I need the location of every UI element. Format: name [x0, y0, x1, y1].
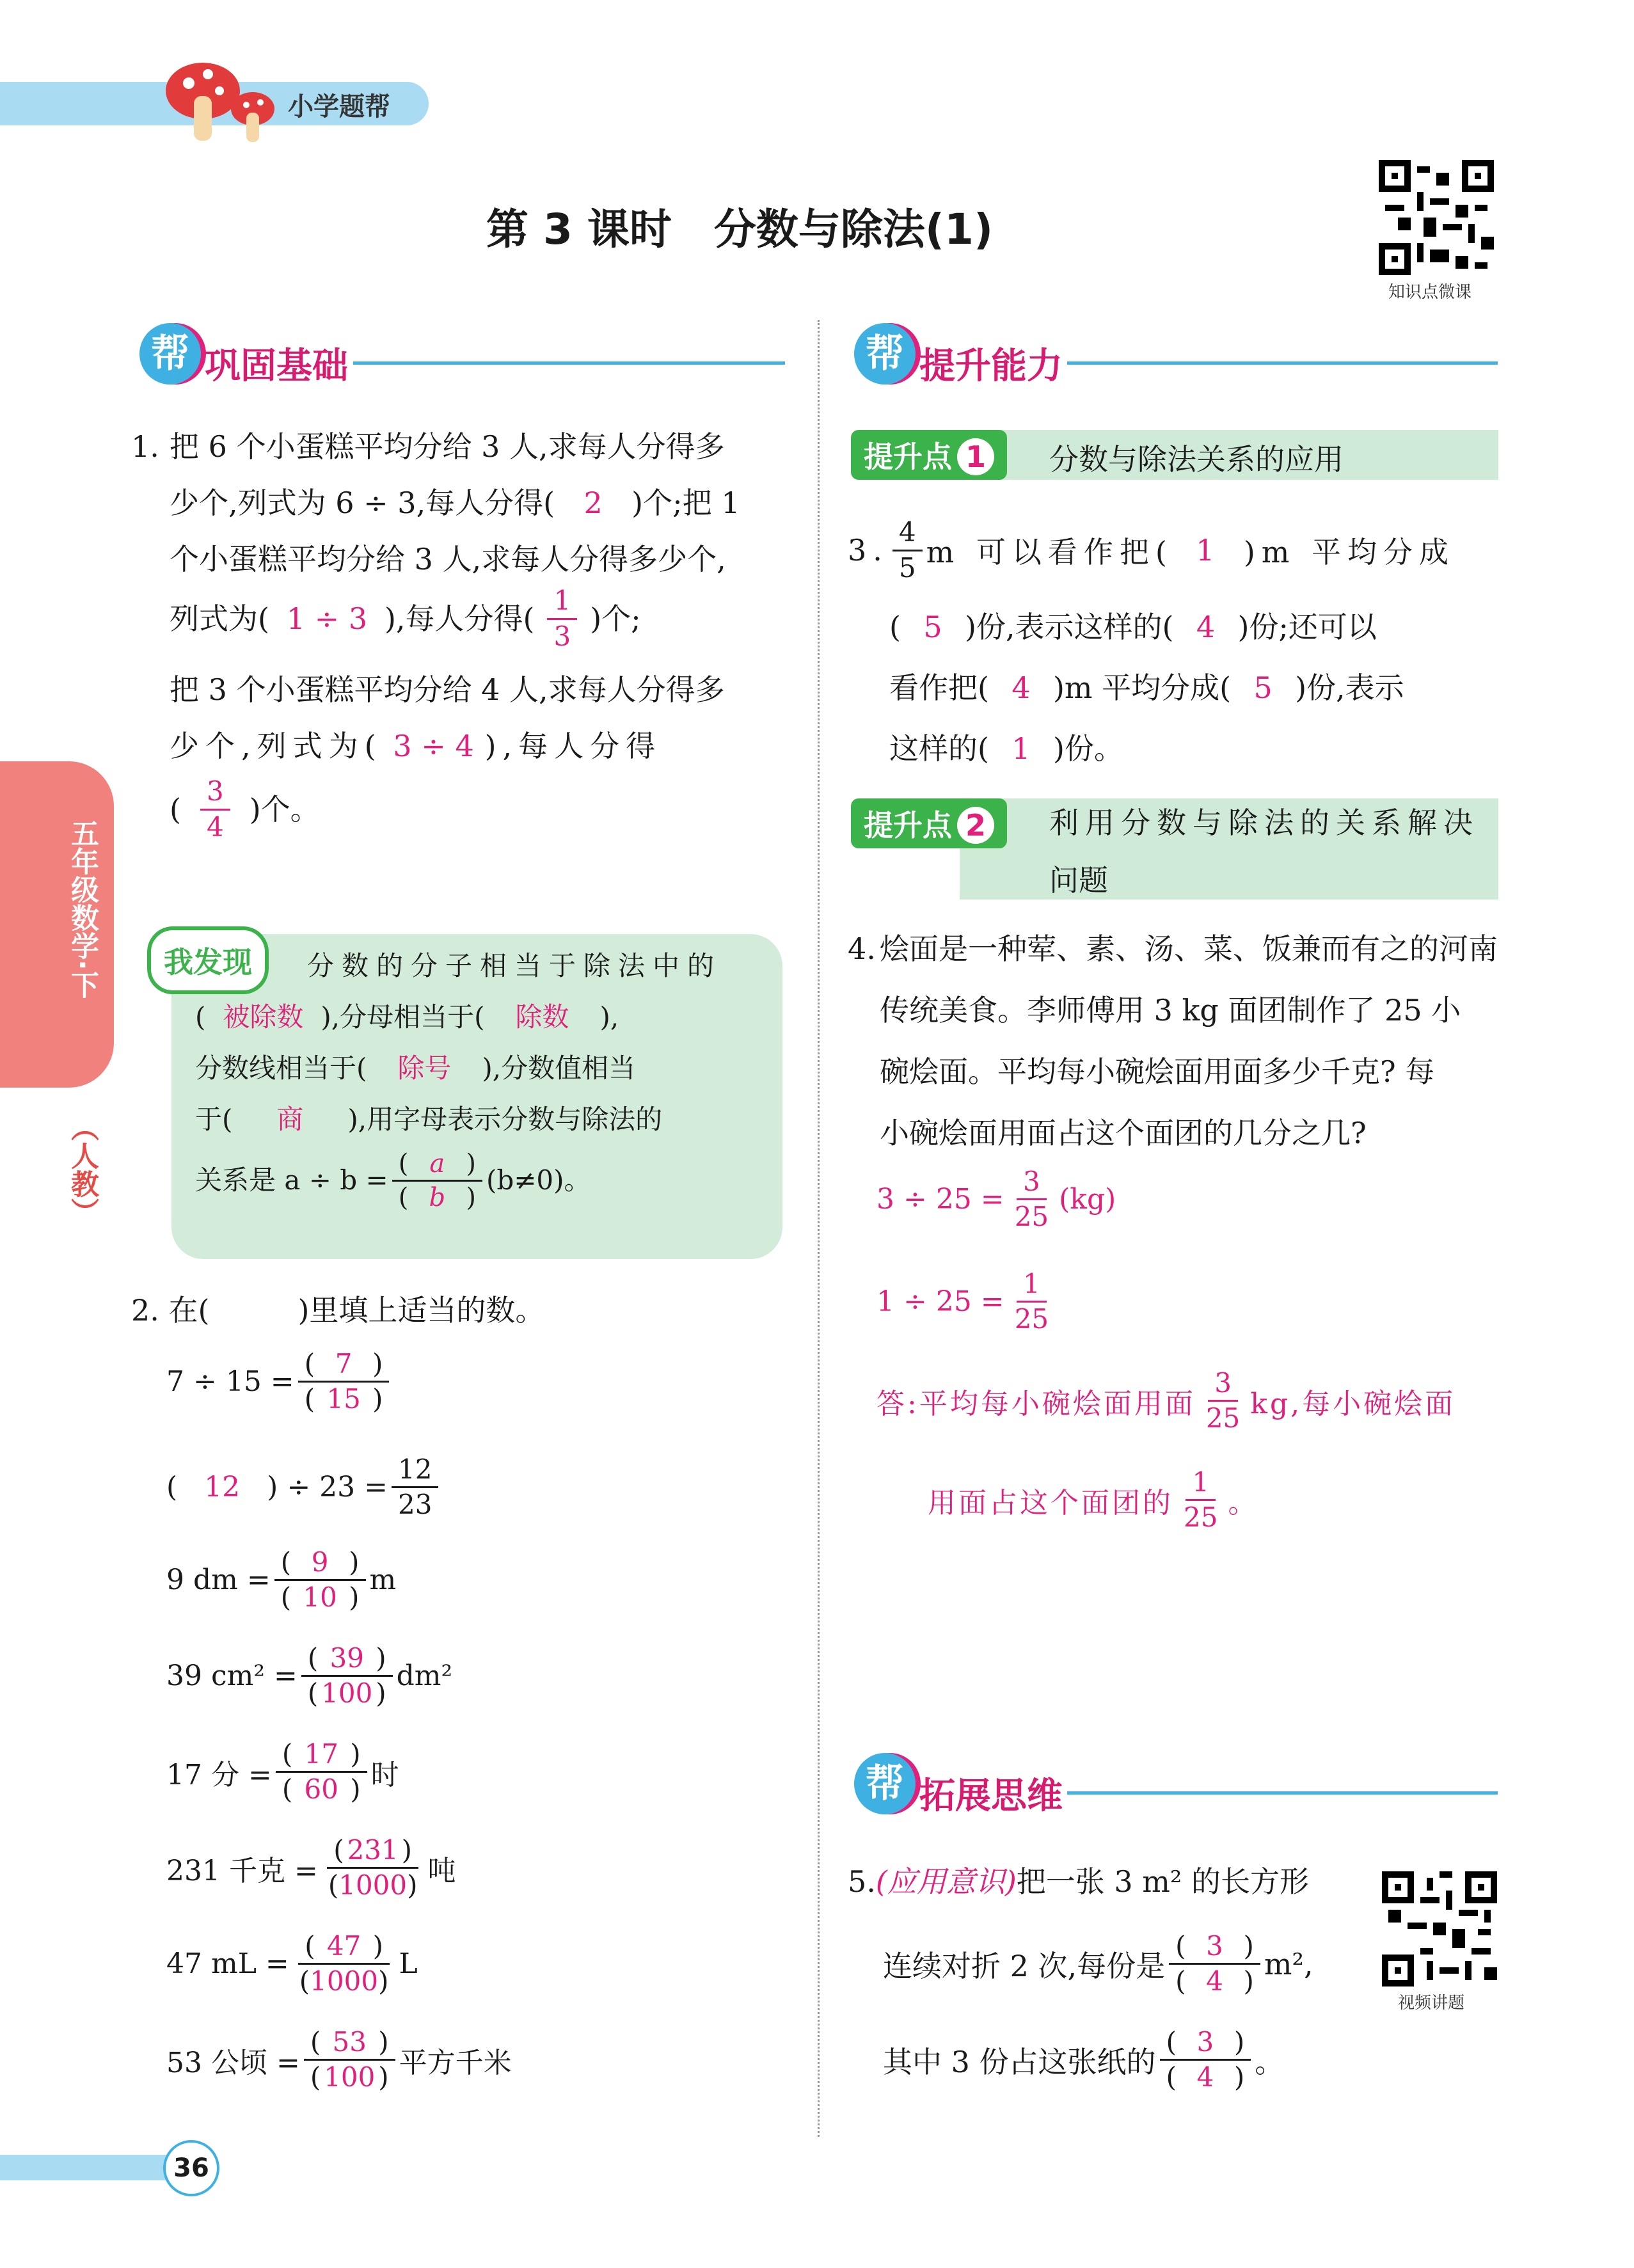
tip-tag-1: 提升点 1	[851, 430, 1007, 480]
section-bang-icon: 帮	[139, 323, 201, 385]
discovery-line2: ( 被除数 ),分母相当于( 除数 ),	[195, 992, 758, 1043]
q2-fraction: $\frac{( 17 )}{( 60 )}$	[276, 1740, 367, 1804]
discovery-answer-3: 除号	[397, 1052, 452, 1084]
discovery-answer-2: 除数	[515, 1001, 569, 1033]
q2-fraction: $\frac{( 9 )}{( 10 )}$	[274, 1548, 366, 1612]
q2-row: 231 千克 = $\frac{( 231 )}{(1000)}$ 吨	[166, 1834, 456, 1901]
q3-fraction: $\frac{4}{5}$	[892, 518, 923, 582]
q5-answer-2-fraction: $\frac{( 3 )}{( 4 )}$	[1160, 2028, 1251, 2091]
q4-answer-line1: 答:平均每小碗烩面用面 $\frac{3}{25}$ kg,每小碗烩面	[876, 1367, 1456, 1434]
q4-solution-2: 1 ÷ 25 = $\frac{1}{25}$	[876, 1270, 1059, 1333]
q1-answer-3-fraction: $\frac{1}{3}$	[547, 587, 577, 650]
q3-answer-4: 4	[1011, 670, 1031, 705]
qr-code-icon	[1379, 160, 1494, 275]
discovery-answer-1: 被除数	[223, 1001, 304, 1033]
q1-answer-5-fraction: $\frac{3}{4}$	[200, 777, 230, 841]
section-title-improve: 提升能力	[919, 345, 1063, 387]
side-tab-edition: （人教）	[66, 1113, 99, 1226]
q2-row: 7 ÷ 15 = $\frac{( 7 )}{( 15 )}$	[166, 1350, 393, 1413]
section-line	[1067, 1791, 1498, 1795]
q1-line6: 少个,列式为( 3 ÷ 4 ),每人分得	[170, 715, 662, 777]
q1-line2: 少个,列式为 6 ÷ 3,每人分得( 2 )个;把 1	[170, 472, 740, 534]
tip-text-2b: 问题	[1049, 863, 1108, 898]
q3-answer-3: 4	[1196, 610, 1216, 644]
section-bang-icon: 帮	[854, 1753, 916, 1814]
tip-tag-2: 提升点 2	[851, 798, 1007, 848]
q3-line4: 这样的( 1 )份。	[889, 723, 1123, 774]
tip-text-1: 分数与除法关系的应用	[1049, 442, 1344, 477]
q2-row: 39 cm² = $\frac{( 39 )}{( 100 )}$ dm²	[166, 1642, 453, 1709]
q4-line1: 烩面是一种荤、素、汤、菜、饭兼而有之的河南	[880, 932, 1498, 966]
q4-line4: 小碗烩面用面占这个面团的几分之几?	[880, 1116, 1367, 1150]
q1-line4: 列式为( 1 ÷ 3 ),每人分得( $\frac{1}{3}$ )个;	[170, 585, 641, 652]
section-title-basic: 巩固基础	[205, 345, 348, 387]
section-line	[353, 361, 785, 365]
discovery-text	[195, 940, 758, 1216]
discovery-line4: 于( 商 ),用字母表示分数与除法的	[195, 1094, 758, 1145]
q2-fraction: $\frac{( 7 )}{( 15 )}$	[298, 1350, 390, 1413]
q2-row: 17 分 = $\frac{( 17 )}{( 60 )}$ 时	[166, 1738, 399, 1805]
q3-answer-6: 1	[1011, 731, 1031, 766]
q5-line2: 连续对折 2 次,每份是 $\frac{( 3 )}{( 4 )}$ m²,	[883, 1930, 1313, 1997]
q4-answer-fraction-2: $\frac{1}{25}$	[1184, 1466, 1218, 1534]
section-line	[1067, 361, 1498, 365]
qr-caption: 知识点微课	[1388, 283, 1472, 302]
q2-fraction: $\frac{( 39 )}{( 100 )}$	[301, 1644, 393, 1708]
tip-text-2a: 利用分数与除法的关系解决	[1049, 805, 1479, 840]
q4-solution-1: 3 ÷ 25 = $\frac{3}{25}$ (kg)	[876, 1166, 1116, 1233]
q1-line7: ( $\frac{3}{4}$ )个。	[170, 775, 320, 843]
q4-number: 4.	[848, 932, 876, 966]
q4-answer-line2: 用面占这个面团的 $\frac{1}{25}$ 。	[928, 1466, 1259, 1534]
mushroom-logo-icon	[163, 51, 285, 147]
q4-answer-fraction-1: $\frac{3}{25}$	[1205, 1367, 1241, 1434]
q5-tag: (应用意识)	[875, 1864, 1017, 1899]
question-2-intro: 2. 在( )里填上适当的数。	[131, 1293, 545, 1328]
brand-name: 小学题帮	[288, 92, 390, 122]
q2-fraction: $\frac{( 231 )}{(1000)}$	[328, 1834, 418, 1901]
q1-number: 1.	[131, 429, 159, 464]
q1-answer-4: 3 ÷ 4	[393, 729, 474, 763]
section-bang-icon: 帮	[854, 323, 916, 385]
discovery-tag: 我发现	[147, 926, 269, 994]
discovery-line5: 关系是 a ÷ b = $\frac{( a )}{( b )}$ (b≠0)。	[195, 1148, 591, 1212]
q1-line1: 把 6 个小蛋糕平均分给 3 人,求每人分得多	[170, 429, 725, 464]
page-title: 第 3 课时 分数与除法(1)	[486, 205, 994, 254]
q2-row: ( 12 ) ÷ 23 = $\frac{12}{23}$	[166, 1455, 442, 1519]
q4-line3: 碗烩面。平均每小碗烩面用面多少千克? 每	[880, 1054, 1435, 1089]
side-tab-grade: 五年级数学·下	[66, 819, 99, 999]
q4-solution-1-fraction: $\frac{3}{25}$	[1014, 1166, 1049, 1233]
q1-answer-1: 2	[583, 486, 603, 520]
q1-line3: 个小蛋糕平均分给 3 人,求每人分得多少个,	[170, 542, 726, 576]
page-number: 36	[163, 2140, 219, 2196]
q2-answer: 12	[204, 1471, 241, 1504]
q1-line5: 把 3 个小蛋糕平均分给 4 人,求每人分得多	[170, 672, 725, 707]
q2-fraction: $\frac{( 47 )}{(1000)}$	[299, 1930, 389, 1997]
question-5: 5.(应用意识)把一张 3 m² 的长方形	[848, 1864, 1309, 1899]
q4-solution-2-fraction: $\frac{1}{25}$	[1014, 1268, 1049, 1335]
q3-answer-5: 5	[1253, 670, 1273, 705]
column-divider	[818, 320, 820, 2137]
q2-row: 53 公顷 = $\frac{( 53 )}{( 100 )}$ 平方千米	[166, 2026, 512, 2093]
q3-line1: 3. $\frac{4}{5}$ m 可以看作把( 1 )m 平均分成	[848, 516, 1455, 583]
q5-line3: 其中 3 份占这张纸的 $\frac{( 3 )}{( 4 )}$ 。	[883, 2026, 1285, 2093]
qr-code-icon	[1382, 1871, 1497, 1986]
q2-fraction: $\frac{( 53 )}{( 100 )}$	[304, 2028, 395, 2091]
footer-band	[0, 2155, 173, 2180]
q2-fraction: $\frac{12}{23}$	[392, 1455, 438, 1519]
section-title-expand: 拓展思维	[919, 1775, 1063, 1817]
discovery-formula-fraction: $\frac{( a )}{( b )}$	[392, 1150, 482, 1211]
discovery-line1: 分数的分子相当于除法中的	[307, 950, 722, 981]
discovery-line3: 分数线相当于( 除号 ),分数值相当	[195, 1043, 758, 1094]
q4-line2: 传统美食。李师傅用 3 kg 面团制作了 25 小	[880, 993, 1461, 1027]
q2-row: 47 mL = $\frac{( 47 )}{(1000)}$ L	[166, 1930, 418, 1997]
qr-caption: 视频讲题	[1398, 1994, 1465, 2013]
q3-line3: 看作把( 4 )m 平均分成( 5 )份,表示	[889, 662, 1404, 713]
q3-answer-2: 5	[923, 610, 942, 644]
discovery-answer-4: 商	[276, 1104, 304, 1135]
q2-row: 9 dm = $\frac{( 9 )}{( 10 )}$ m	[166, 1546, 397, 1614]
q3-line2: ( 5 )份,表示这样的( 4 )份;还可以	[889, 601, 1377, 653]
q3-answer-1: 1	[1196, 533, 1221, 567]
q1-answer-2: 1 ÷ 3	[286, 601, 368, 636]
q5-answer-1-fraction: $\frac{( 3 )}{( 4 )}$	[1169, 1932, 1260, 1995]
